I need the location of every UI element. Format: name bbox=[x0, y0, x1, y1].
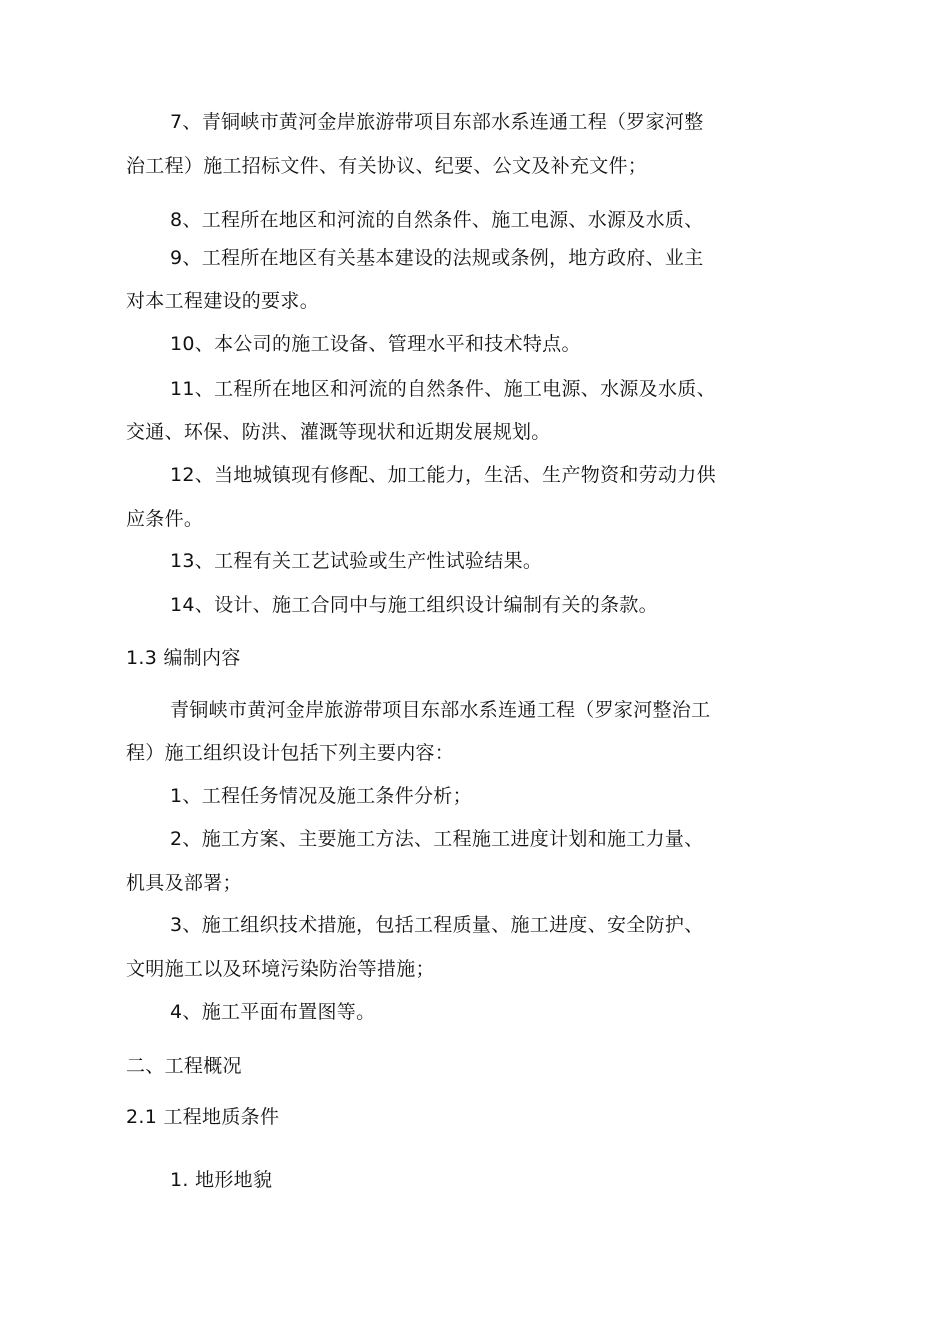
content-item-1: 1、工程任务情况及施工条件分析； bbox=[170, 785, 472, 807]
content-item-3-line-2: 文明施工以及环境污染防治等措施； bbox=[126, 958, 435, 980]
paragraph-item-9-line-1: 9、工程所在地区有关基本建设的法规或条例，地方政府、业主 bbox=[170, 247, 704, 269]
sub-item-terrain: 1. 地形地貌 bbox=[170, 1169, 273, 1191]
content-item-2-line-1: 2、施工方案、主要施工方法、工程施工进度计划和施工力量、 bbox=[170, 828, 704, 850]
content-item-4: 4、施工平面布置图等。 bbox=[170, 1001, 376, 1023]
paragraph-item-7-line-2: 治工程）施工招标文件、有关协议、纪要、公文及补充文件； bbox=[126, 155, 648, 177]
content-item-3-line-1: 3、施工组织技术措施，包括工程质量、施工进度、安全防护、 bbox=[170, 914, 704, 936]
paragraph-item-9-line-2: 对本工程建设的要求。 bbox=[126, 290, 320, 312]
paragraph-item-12-line-2: 应条件。 bbox=[126, 508, 204, 530]
paragraph-item-10: 10、本公司的施工设备、管理水平和技术特点。 bbox=[170, 333, 581, 355]
paragraph-item-14: 14、设计、施工合同中与施工组织设计编制有关的条款。 bbox=[170, 594, 658, 616]
section-1-3-intro-line-1: 青铜峡市黄河金岸旅游带项目东部水系连通工程（罗家河整治工 bbox=[170, 699, 711, 721]
section-1-3-intro-line-2: 程）施工组织设计包括下列主要内容： bbox=[126, 742, 455, 764]
paragraph-item-11-line-2: 交通、环保、防洪、灌溉等现状和近期发展规划。 bbox=[126, 421, 551, 443]
paragraph-item-13: 13、工程有关工艺试验或生产性试验结果。 bbox=[170, 550, 543, 572]
paragraph-item-7-line-1: 7、青铜峡市黄河金岸旅游带项目东部水系连通工程（罗家河整 bbox=[170, 111, 704, 133]
paragraph-item-11-line-1: 11、工程所在地区和河流的自然条件、施工电源、水源及水质、 bbox=[170, 378, 716, 400]
paragraph-item-8: 8、工程所在地区和河流的自然条件、施工电源、水源及水质、 bbox=[170, 209, 704, 231]
section-heading-2-1: 2.1 工程地质条件 bbox=[126, 1106, 280, 1128]
section-heading-1-3: 1.3 编制内容 bbox=[126, 647, 241, 669]
paragraph-item-12-line-1: 12、当地城镇现有修配、加工能力，生活、生产物资和劳动力供 bbox=[170, 464, 716, 486]
content-item-2-line-2: 机具及部署； bbox=[126, 872, 242, 894]
chapter-heading-2: 二、工程概况 bbox=[126, 1055, 242, 1077]
